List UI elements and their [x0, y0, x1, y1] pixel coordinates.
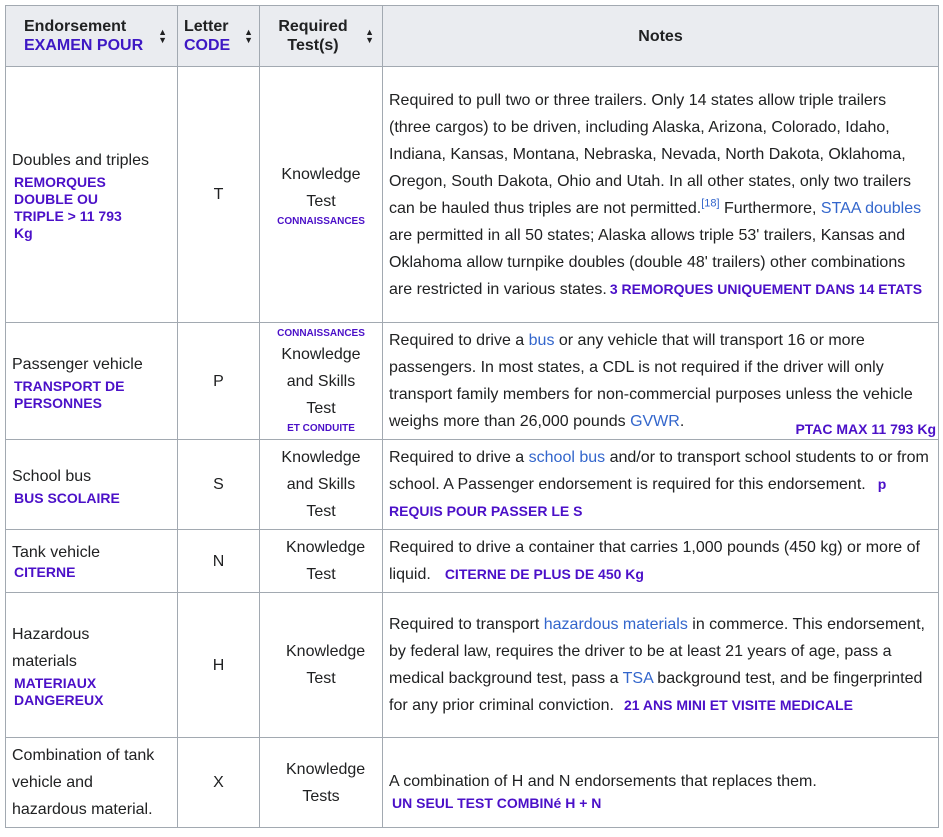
test-cell	[260, 323, 383, 440]
test-annotation: CONNAISSANCES	[277, 215, 365, 227]
bus-link[interactable]: bus	[528, 332, 555, 349]
test-cell	[260, 738, 383, 828]
letter-cell: T	[178, 67, 260, 323]
test-cell	[260, 593, 383, 738]
notes-text: Required to drive a	[389, 332, 529, 349]
endorsement-cell	[6, 593, 178, 738]
test-annotation: CONNAISSANCES	[277, 327, 365, 339]
test-cell	[260, 440, 383, 530]
notes-text: Required to drive a container that carries 1,000 pounds (450 kg) or more of liquid.	[389, 539, 920, 583]
endorsement-name: School bus	[12, 467, 92, 485]
notes-annotation: PTAC MAX 11 793 Kg	[795, 421, 936, 437]
table-row	[6, 530, 939, 593]
endorsement-name: Doubles and triples	[12, 152, 149, 169]
endorsements-table	[5, 5, 939, 828]
test-name: Knowledge Test	[286, 643, 366, 687]
test-name: Knowledge and Skills Test	[281, 345, 361, 417]
test-cell	[260, 67, 383, 323]
header-required-test[interactable]	[260, 6, 383, 67]
endorsement-name: Tank vehicle	[12, 543, 101, 561]
endorsement-cell	[6, 440, 178, 530]
notes-annotation: 3 REMORQUES UNIQUEMENT DANS 14 ETATS	[609, 280, 923, 297]
table-row	[6, 67, 939, 323]
endorsement-name: Hazardous materials	[12, 626, 90, 670]
notes-text: Required to transport	[389, 616, 544, 633]
letter-cell: N	[178, 530, 260, 593]
reference-link[interactable]: [18]	[701, 197, 720, 210]
school-bus-link[interactable]: school bus	[528, 449, 606, 466]
notes-annotation: CITERNE DE PLUS DE 450 Kg	[444, 566, 644, 582]
table-row	[6, 440, 939, 530]
header-row	[6, 6, 939, 67]
table-row	[6, 738, 939, 828]
test-name: Knowledge Test	[281, 165, 361, 210]
header-letter[interactable]	[178, 6, 260, 67]
hazardous-materials-link[interactable]: hazardous materials	[543, 616, 688, 633]
letter-cell: X	[178, 738, 260, 828]
test-name: Knowledge Tests	[286, 760, 366, 805]
notes-cell	[383, 738, 939, 828]
notes-cell	[383, 67, 939, 323]
header-notes-label: Notes	[638, 27, 683, 45]
notes-text: and/or to transport school students to or from school. A Passenger endorsement is required for this endorsement.	[389, 449, 929, 493]
notes-annotation: UN SEUL TEST COMBINé H + N	[392, 794, 602, 811]
endorsement-annotation: TRANSPORT DE PERSONNES	[14, 377, 125, 411]
endorsement-annotation: REMORQUES DOUBLE OU TRIPLE > 11 793 Kg	[14, 174, 122, 241]
endorsement-name: Passenger vehicle	[12, 355, 143, 373]
gvwr-link[interactable]: GVWR	[630, 413, 680, 430]
notes-text: Furthermore,	[719, 199, 821, 217]
endorsement-name: Combination of tank vehicle and hazardous material.	[12, 747, 155, 818]
notes-text: background test, and be fingerprinted for any prior criminal conviction.	[389, 670, 923, 714]
endorsement-cell	[6, 323, 178, 440]
table-row	[6, 593, 939, 738]
notes-cell	[383, 530, 939, 593]
endorsement-annotation: MATERIAUX DANGEREUX	[14, 675, 104, 708]
endorsement-cell	[6, 738, 178, 828]
notes-text: are permitted in all 50 states; Alaska allows triple 53' trailers, Kansas and Oklahoma allow turnpike doubles (double 48' trailers) other combinations are restricted in various states.	[389, 226, 906, 298]
sort-icon[interactable]: ▲ ▼	[158, 27, 167, 45]
test-name: Knowledge and Skills Test	[281, 449, 361, 520]
endorsement-cell	[6, 67, 178, 323]
letter-cell: H	[178, 593, 260, 738]
header-notes	[383, 6, 939, 67]
notes-text: .	[679, 413, 685, 430]
header-endorsement-label: Endorsement	[24, 18, 127, 35]
header-required-test-label: Required Test(s)	[278, 18, 348, 54]
table-row	[6, 323, 939, 440]
notes-text: A combination of H and N endorsements that replaces them.	[389, 772, 817, 790]
test-cell	[260, 530, 383, 593]
notes-cell	[383, 323, 939, 440]
sort-icon[interactable]: ▲ ▼	[244, 27, 253, 45]
notes-annotation: p REQUIS POUR PASSER LE S	[389, 476, 887, 519]
header-letter-fr: CODE	[184, 37, 231, 54]
sort-icon[interactable]: ▲ ▼	[365, 27, 374, 45]
letter-cell: S	[178, 440, 260, 530]
notes-text: Required to drive a	[389, 449, 529, 466]
test-annotation: ET CONDUITE	[287, 422, 355, 434]
test-name: Knowledge Test	[286, 539, 366, 583]
letter-cell: P	[178, 323, 260, 440]
notes-text: or any vehicle that will transport 16 or more passengers. In most states, a CDL is not required if the driver will only transport family members for non-commercial purposes unless the vehicle weighs more than 26,000 pounds	[389, 332, 913, 430]
notes-text: in commerce. This endorsement, by federal law, requires the driver to be at least 21 years of age, pass a medical background test, pass a	[389, 616, 925, 687]
header-endorsement[interactable]	[6, 6, 178, 67]
endorsement-cell	[6, 530, 178, 593]
notes-cell	[383, 593, 939, 738]
header-letter-label: Letter	[184, 18, 229, 35]
notes-annotation: 21 ANS MINI ET VISITE MEDICALE	[623, 697, 853, 713]
staa-doubles-link[interactable]: STAA doubles	[820, 199, 922, 217]
tsa-link[interactable]: TSA	[622, 670, 653, 687]
notes-text: Required to pull two or three trailers. Only 14 states allow triple trailers (three cargos) to be driven, including Alaska, Arizona, Colorado, Idaho, Indiana, Kansas, Montana, Nebraska, Nevada, North Dakota, Oklahoma, Oregon, South Dakota, Ohio and Utah. In all other states, only two trailers can be hauled thus triples are not permitted.	[389, 91, 912, 217]
endorsement-annotation: CITERNE	[14, 563, 76, 580]
endorsement-annotation: BUS SCOLAIRE	[14, 489, 120, 506]
header-endorsement-fr: EXAMEN POUR	[24, 37, 144, 54]
notes-cell	[383, 440, 939, 530]
